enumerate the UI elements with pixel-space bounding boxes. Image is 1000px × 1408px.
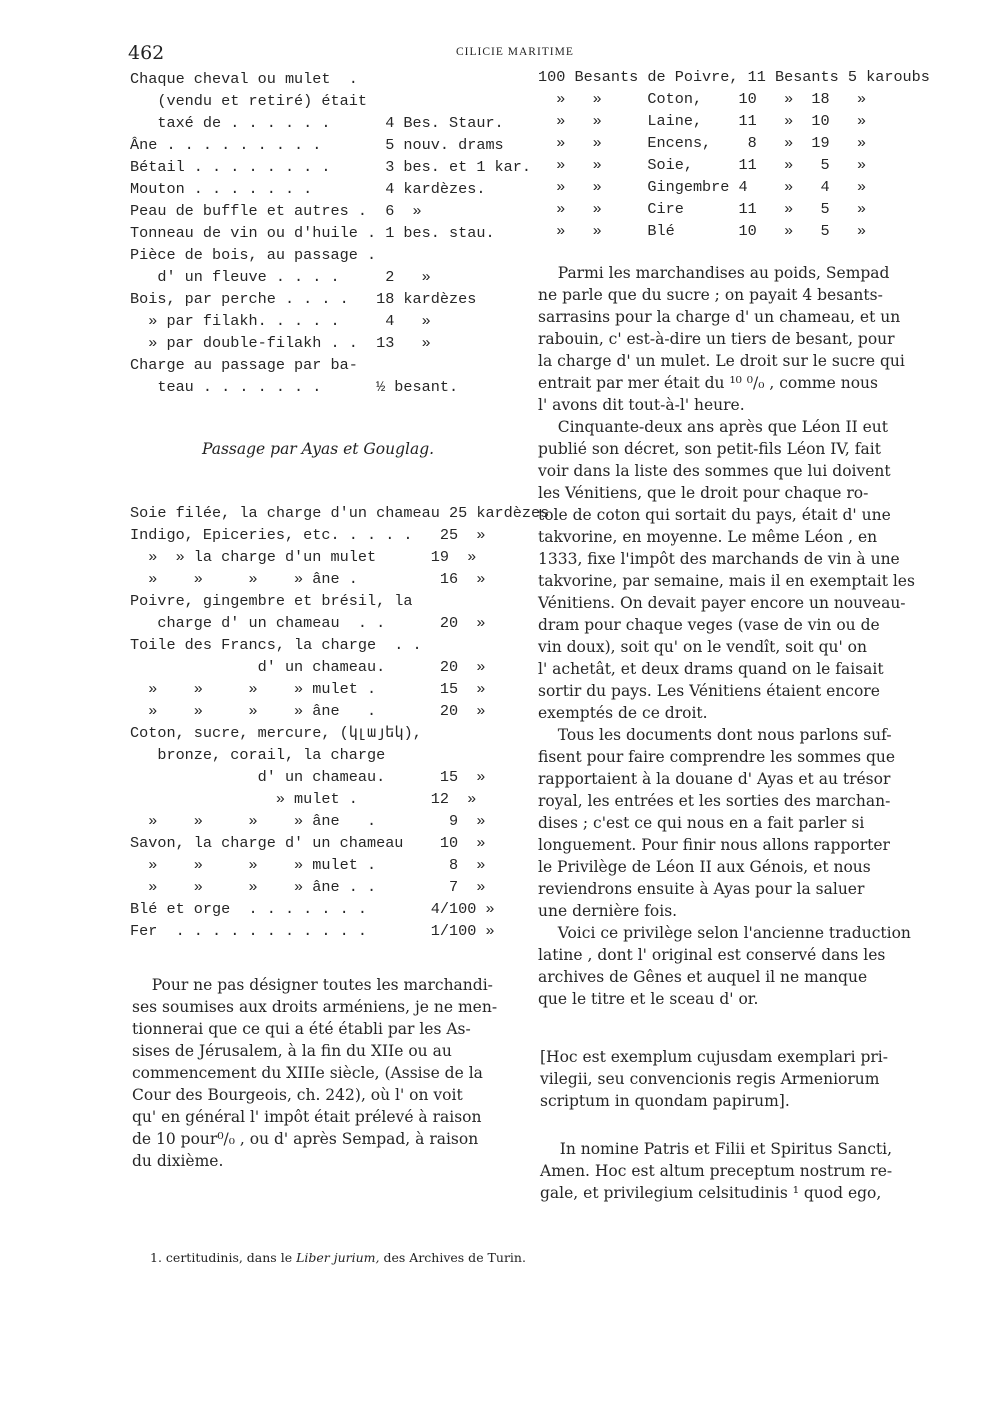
left-para-line: du dixième. bbox=[132, 1152, 224, 1170]
right-para-line: sortir du pays. Les Vénitiens étaient encore bbox=[538, 682, 880, 700]
tariff-top-line: Bois, par perche . . . . 18 kardèzes bbox=[130, 290, 477, 308]
tariff-right-line: 100 Besants de Poivre, 11 Besants 5 karoubs bbox=[538, 68, 930, 86]
left-para-line: sises de Jérusalem, à la fin du XIIe ou au bbox=[132, 1042, 452, 1060]
right-para-line: fisent pour faire comprendre les sommes que bbox=[538, 748, 896, 766]
right-para-line: voir dans la liste des sommes que lui doivent bbox=[538, 462, 891, 480]
tariff-ayas-line: d' un chameau. 20 » bbox=[130, 658, 486, 676]
running-head: CILICIE MARITIME bbox=[456, 46, 574, 58]
right-para-line: sarrasins pour la charge d' un chameau, et un bbox=[538, 308, 901, 326]
tariff-ayas-line: » » la charge d'un mulet 19 » bbox=[130, 548, 477, 566]
right-para-line: l' achetât, et deux drams quand on le faisait bbox=[538, 660, 884, 678]
tariff-right-line: » » Blé 10 » 5 » bbox=[538, 222, 867, 240]
right-para-line: Parmi les marchandises au poids, Sempad bbox=[538, 264, 890, 282]
right-para-line: longuement. Pour finir nous allons rapporter bbox=[538, 836, 890, 854]
tariff-top-line: Charge au passage par ba- bbox=[130, 356, 358, 374]
tariff-ayas-line: » » » » mulet . 8 » bbox=[130, 856, 486, 874]
left-para-line: commencement du XIIIe siècle, (Assise de la bbox=[132, 1064, 483, 1082]
left-para-line: de 10 pour⁰/₀ , ou d' après Sempad, à raison bbox=[132, 1130, 479, 1148]
tariff-ayas-line: » » » » âne . 16 » bbox=[130, 570, 486, 588]
tariff-top-line: d' un fleuve . . . . 2 » bbox=[130, 268, 431, 286]
right-para-line: exemptés de ce droit. bbox=[538, 704, 708, 722]
tariff-right-line: » » Cire 11 » 5 » bbox=[538, 200, 867, 218]
right-para-line: 1333, fixe l'impôt des marchands de vin à une bbox=[538, 550, 900, 568]
tariff-ayas-line: Toile des Francs, la charge . . bbox=[130, 636, 422, 654]
tariff-ayas-line: » mulet . 12 » bbox=[130, 790, 477, 808]
tariff-ayas-line: Fer . . . . . . . . . . . 1/100 » bbox=[130, 922, 495, 940]
tariff-ayas-line: Poivre, gingembre et brésil, la bbox=[130, 592, 413, 610]
footnote-number: 1. bbox=[150, 1250, 162, 1265]
left-para-line: Cour des Bourgeois, ch. 242), où l' on voit bbox=[132, 1086, 463, 1104]
right-para-line: dises ; c'est ce qui nous en a fait parler si bbox=[538, 814, 865, 832]
right-para-line: publié son décret, son petit-fils Léon IV, fait bbox=[538, 440, 881, 458]
right-para-line: entrait par mer était du ¹⁰ ⁰/₀ , comme nous bbox=[538, 374, 878, 392]
tariff-right-line: » » Encens, 8 » 19 » bbox=[538, 134, 867, 152]
latin-intro-line: [Hoc est exemplum cujusdam exemplari pri- bbox=[540, 1048, 888, 1066]
right-para-line: une dernière fois. bbox=[538, 902, 678, 920]
right-para-line: royal, les entrées et les sorties des marchan- bbox=[538, 792, 891, 810]
right-para-line: Vénitiens. On devait payer encore un nouveau- bbox=[538, 594, 906, 612]
right-para-line: Voici ce privilège selon l'ancienne traduction bbox=[538, 924, 911, 942]
tariff-ayas-line: » » » » âne . . 7 » bbox=[130, 878, 486, 896]
left-para-line: Pour ne pas désigner toutes les marchandi- bbox=[132, 976, 493, 994]
tariff-top-line: Mouton . . . . . . . 4 kardèzes. bbox=[130, 180, 486, 198]
tariff-right-line: » » Laine, 11 » 10 » bbox=[538, 112, 867, 130]
right-para-line: vin doux), soit qu' on le vendît, soit qu' on bbox=[538, 638, 867, 656]
tariff-top-line: (vendu et retiré) était bbox=[130, 92, 367, 110]
tariff-ayas-line: Coton, sucre, mercure, (կլայեկ), bbox=[130, 724, 422, 742]
right-para-line: reviendrons ensuite à Ayas pour la saluer bbox=[538, 880, 865, 898]
left-para-line: ses soumises aux droits arméniens, je ne men- bbox=[132, 998, 498, 1016]
latin-text-line: gale, et privilegium celsitudinis ¹ quod ego, bbox=[540, 1184, 882, 1202]
latin-text-line: Amen. Hoc est altum preceptum nostrum re- bbox=[540, 1162, 893, 1180]
tariff-ayas-line: d' un chameau. 15 » bbox=[130, 768, 486, 786]
tariff-ayas-line: Soie filée, la charge d'un chameau 25 kardèzes bbox=[130, 504, 550, 522]
tariff-ayas-line: bronze, corail, la charge bbox=[130, 746, 386, 764]
latin-text-line: In nomine Patris et Filii et Spiritus Sancti, bbox=[540, 1140, 893, 1158]
right-para-line: takvorine, en moyenne. Le même Léon , en bbox=[538, 528, 878, 546]
right-para-line: l' avons dit tout-à-l' heure. bbox=[538, 396, 745, 414]
tariff-top-line: Âne . . . . . . . . . 5 nouv. drams bbox=[130, 136, 504, 154]
latin-intro-line: scriptum in quondam papirum]. bbox=[540, 1092, 790, 1110]
tariff-top-line: Chaque cheval ou mulet . bbox=[130, 70, 358, 88]
tariff-top-line: taxé de . . . . . . 4 Bes. Staur. bbox=[130, 114, 504, 132]
tariff-top-line: Pièce de bois, au passage . bbox=[130, 246, 377, 264]
tariff-ayas-line: » » » » âne . 20 » bbox=[130, 702, 486, 720]
right-para-line: la charge d' un mulet. Le droit sur le sucre qui bbox=[538, 352, 905, 370]
latin-intro-line: vilegii, seu convencionis regis Armeniorum bbox=[540, 1070, 880, 1088]
tariff-right-line: » » Coton, 10 » 18 » bbox=[538, 90, 867, 108]
tariff-ayas-line: Savon, la charge d' un chameau 10 » bbox=[130, 834, 486, 852]
tariff-right-line: » » Gingembre 4 » 4 » bbox=[538, 178, 867, 196]
section-title: Passage par Ayas et Gouglag. bbox=[202, 440, 435, 458]
footnote-text-before: certitudinis, dans le bbox=[165, 1250, 293, 1265]
tariff-top-line: Peau de buffle et autres . 6 » bbox=[130, 202, 422, 220]
tariff-top-line: teau . . . . . . . ½ besant. bbox=[130, 378, 459, 396]
tariff-ayas-line: Indigo, Epiceries, etc. . . . . 25 » bbox=[130, 526, 486, 544]
tariff-top-line: » par double-filakh . . 13 » bbox=[130, 334, 431, 352]
left-para-line: tionnerai que ce qui a été établi par les As- bbox=[132, 1020, 471, 1038]
right-para-line: Cinquante-deux ans après que Léon II eut bbox=[538, 418, 889, 436]
right-para-line: rapportaient à la douane d' Ayas et au trésor bbox=[538, 770, 891, 788]
right-para-line: ne parle que du sucre ; on payait 4 besants- bbox=[538, 286, 883, 304]
right-para-line: que le titre et le sceau d' or. bbox=[538, 990, 759, 1008]
tariff-top-line: Tonneau de vin ou d'huile . 1 bes. stau. bbox=[130, 224, 495, 242]
footnote bbox=[150, 1250, 526, 1265]
right-para-line: le Privilège de Léon II aux Génois, et nous bbox=[538, 858, 871, 876]
right-para-line: Tous les documents dont nous parlons suf- bbox=[538, 726, 892, 744]
left-para-line: qu' en général l' impôt était prélevé à raison bbox=[132, 1108, 482, 1126]
tariff-top-line: » par filakh. . . . . 4 » bbox=[130, 312, 431, 330]
right-para-line: les Vénitiens, que le droit pour chaque ro- bbox=[538, 484, 869, 502]
right-para-line: latine , dont l' original est conservé dans les bbox=[538, 946, 886, 964]
footnote-text-after: des Archives de Turin. bbox=[383, 1250, 526, 1265]
tariff-ayas-line: Blé et orge . . . . . . . 4/100 » bbox=[130, 900, 495, 918]
right-para-line: dram pour chaque veges (vase de vin ou de bbox=[538, 616, 880, 634]
tariff-right-line: » » Soie, 11 » 5 » bbox=[538, 156, 867, 174]
tariff-ayas-line: » » » » âne . 9 » bbox=[130, 812, 486, 830]
footnote-italic: Liber jurium, bbox=[296, 1250, 380, 1265]
tariff-top-line: Bétail . . . . . . . . 3 bes. et 1 kar. bbox=[130, 158, 532, 176]
tariff-ayas-line: charge d' un chameau . . 20 » bbox=[130, 614, 486, 632]
right-para-line: archives de Gênes et auquel il ne manque bbox=[538, 968, 868, 986]
page-number: 462 bbox=[128, 42, 165, 64]
right-para-line: takvorine, par semaine, mais il en exemptait les bbox=[538, 572, 915, 590]
right-para-line: rabouin, c' est-à-dire un tiers de besant, pour bbox=[538, 330, 895, 348]
right-para-line: tole de coton qui sortait du pays, était d' une bbox=[538, 506, 891, 524]
tariff-ayas-line: » » » » mulet . 15 » bbox=[130, 680, 486, 698]
